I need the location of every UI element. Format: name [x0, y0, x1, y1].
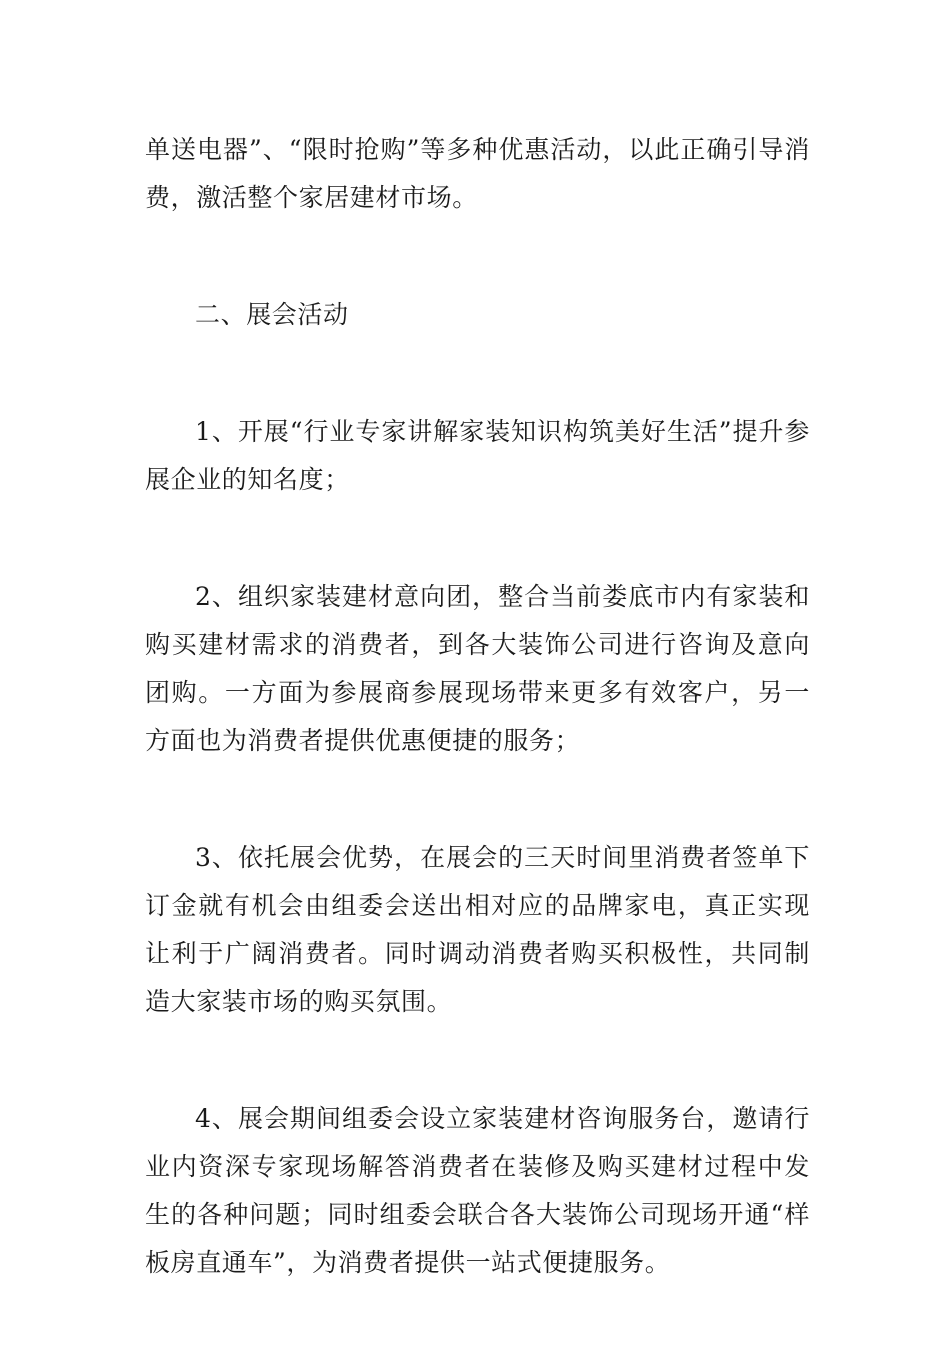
section-heading: 二、展会活动: [195, 300, 349, 329]
paragraph-item-4: 4、展会期间组委会设立家装建材咨询服务台，邀请行业内资深专家现场解答消费者在装修及购买建材过程中发生的各种问题；同时组委会联合各大装饰公司现场开通“样板房直通车”，为消费者提供一站式便捷服务。: [145, 1104, 810, 1277]
paragraph-item-1: 1、开展“行业专家讲解家装知识构筑美好生活”提升参展企业的知名度；: [145, 417, 810, 494]
paragraph-item-2: 2、组织家装建材意向团，整合当前娄底市内有家装和购买建材需求的消费者，到各大装饰公司进行咨询及意向团购。一方面为参展商参展现场带来更多有效客户，另一方面也为消费者提供优惠便捷的服务；: [145, 582, 810, 755]
document-body: [145, 126, 810, 1356]
paragraph-item-3: 3、依托展会优势，在展会的三天时间里消费者签单下订金就有机会由组委会送出相对应的品牌家电，真正实现让利于广阔消费者。同时调动消费者购买积极性，共同制造大家装市场的购买氛围。: [145, 843, 810, 1016]
paragraph-continued: 单送电器”、“限时抢购”等多种优惠活动，以此正确引导消费，激活整个家居建材市场。: [145, 135, 810, 212]
